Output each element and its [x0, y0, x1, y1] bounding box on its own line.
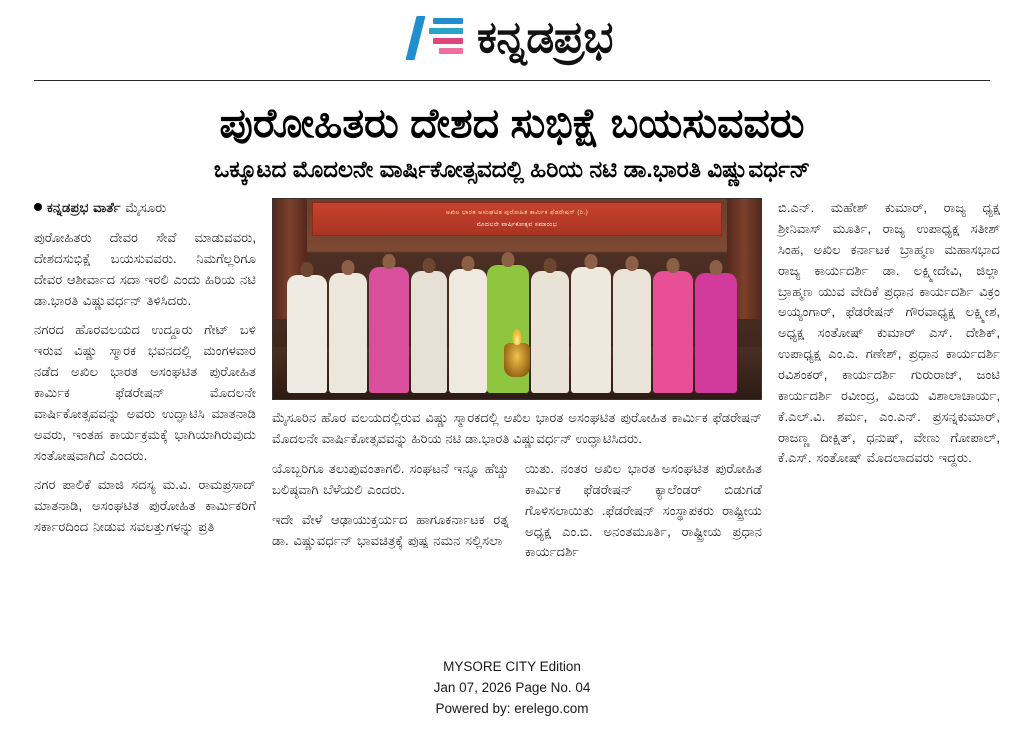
photo-caption: ಮೈಸೂರಿನ ಹೊರ ವಲಯದಲ್ಲಿರುವ ವಿಷ್ಣು ಸ್ಮಾರಕದಲ್ಲಿ ಅಖಿಲ ಭಾರತ ಅಸಂಘಟಿತ ಪುರೋಹಿತ ಕಾರ್ಮಿಕ ಫೆಡರೇಷನ್ ಮೊದಲನೇ ವಾರ್ಷಿಕೋತ್ಸವವನ್ನು ಹಿರಿಯ ನಟಿ ಡಾ.ಭಾರತಿ ವಿಷ್ಣುವರ್ಧನ್ ಉದ್ಘಾಟಿಸಿದರು. — [272, 410, 762, 446]
paragraph: ಬಿ.ಎನ್. ಮಹೇಶ್ ಕುಮಾರ್, ರಾಜ್ಯ ಧ್ಯಕ್ಷ ಶ್ರೀನಿವಾಸ್ ಮೂರ್ತಿ, ರಾಜ್ಯ ಉಪಾಧ್ಯಕ್ಷ ಸತೀಶ್ ಸಿಂಹ, ಅಖಿಲ ಕರ್ನಾಟಕ ಬ್ರಾಹ್ಮಣ ಮಹಾಸಭಾದ ರಾಜ್ಯ ಕಾರ್ಯದರ್ಶಿ ಡಾ. ಲಕ್ಷ್ಮೀದೇವಿ, ಜಿಲ್ಲಾ ಬ್ರಾಹ್ಮಣ ಯುವ ವೇದಿಕೆ ಪ್ರಧಾನ ಕಾರ್ಯದರ್ಶಿ ವಿಕ್ರಂ ಅಯ್ಯಂಗಾರ್, ಫೆಡರೇಷನ್ ಗೌರವಾಧ್ಯಕ್ಷ ಲಕ್ಷ್ಮೀಶ, ಅಧ್ಯಕ್ಷ ಸಂತೋಷ್ ಕುಮಾರ್ ಎಸ್. ದೇಶಿಕ್, ಉಪಾಧ್ಯಕ್ಷ ಎಂ.ಎ. ಗಣೇಶ್, ಪ್ರಧಾನ ಕಾರ್ಯದರ್ಶಿ ರವಿಶಂಕರ್, ಕಾರ್ಯದರ್ಶಿ ಗುರುರಾಜ್, ಜಂಟಿ ಕಾರ್ಯದರ್ಶಿ ರವೀಂದ್ರ, ವಿಜಯ ವಿಶಾಲಾಚಾರ್ಯ, ಕೆ.ಎಲ್.ವಿ. ಶರ್ಮ, ಎಂ.ಎನ್. ಪ್ರಸನ್ನಕುಮಾರ್, ರಾಜಣ್ಣ ದೀಕ್ಷಿತ್, ಧನುಷ್, ವೇಣು ಗೋಪಾಲ್, ಕೆ.ಎಸ್. ಸಂತೋಷ್ ಮೊದಲಾದವರು ಇದ್ದರು. — [778, 200, 1000, 466]
masthead-divider — [34, 80, 990, 81]
banner-line-2: ಮೊದಲನೇ ವಾರ್ಷಿಕೋತ್ಸವ ಸಮಾರಂಭ — [476, 222, 558, 229]
lamp-flame-icon — [513, 329, 522, 345]
edition-label: MYSORE CITY Edition — [443, 659, 581, 675]
bullet-icon — [34, 203, 42, 211]
person — [449, 269, 487, 393]
page-title: ಪುರೋಹಿತರು ದೇಶದ ಸುಭಿಕ್ಷೆ ಬಯಸುವವರು — [219, 100, 805, 146]
person — [695, 273, 737, 393]
column-middle-left — [272, 459, 509, 572]
photo-wrap — [272, 198, 762, 449]
paragraph: ನಗರ ಪಾಲಿಕೆ ಮಾಜಿ ಸದಸ್ಯ ಮ.ವಿ. ರಾಮಪ್ರಸಾದ್ ಮಾತನಾಡಿ, ಅಸಂಘಟಿತ ಪುರೋಹಿತ ಕಾರ್ಮಿಕರಿಗೆ ಸರ್ಕಾರದಿಂದ ನೀಡುವ ಸವಲತ್ತುಗಳನ್ನು ಪ್ರತಿ — [34, 477, 256, 535]
person — [653, 271, 693, 393]
kp-logo-icon — [411, 14, 463, 62]
page-subtitle: ಒಕ್ಕೂಟದ ಮೊದಲನೇ ವಾರ್ಷಿಕೋತ್ಸವದಲ್ಲಿ ಹಿರಿಯ ನಟಿ ಡಾ.ಭಾರತಿ ವಿಷ್ಣುವರ್ಧನ್ — [213, 156, 811, 183]
person — [369, 267, 409, 393]
date-page-label: Jan 07, 2026 Page No. 04 — [433, 680, 591, 696]
inauguration-photo — [272, 198, 762, 400]
masthead — [34, 0, 990, 76]
column-middle-right — [525, 459, 762, 572]
paragraph: ಯಿತು. ನಂತರ ಅಖಿಲ ಭಾರತ ಅಸಂಘಟಿತ ಪುರೋಹಿತ ಕಾರ್ಮಿಕ ಫೆಡರೇಷನ್ ಕ್ಯಾಲೆಂಡರ್ ಬಿಡುಗಡೆ ಗೊಳಿಸಲಾಯಿತು .ಫೆಡರೇಷನ್ ಸಂಸ್ಥಾಪಕರು ರಾಷ್ಟ್ರೀಯ ಅಧ್ಯಕ್ಷ ಎಂ.ಬಿ. ಅನಂತಮೂರ್ತಿ, ರಾಷ್ಟ್ರೀಯ ಪ್ರಧಾನ ಕಾರ್ಯದರ್ಶಿ — [525, 461, 762, 560]
person — [613, 269, 651, 393]
byline-paragraph — [34, 198, 256, 219]
person — [287, 275, 327, 393]
middle-subcolumns — [272, 459, 762, 572]
article-body — [34, 198, 1000, 572]
person — [571, 267, 611, 393]
column-left — [34, 198, 256, 547]
person — [329, 273, 367, 393]
byline-place: ಮೈಸೂರು — [125, 200, 167, 216]
paragraph: ಯೊಬ್ಬರಿಗೂ ತಲುಪುವಂತಾಗಲಿ. ಸಂಘಟನೆ ಇನ್ನೂ ಹೆಚ್ಚು ಬಲಿಷ್ಠವಾಗಿ ಬೆಳೆಯಲಿ ಎಂದರು. — [272, 461, 509, 497]
column-right — [778, 198, 1000, 478]
powered-by-label: Powered by: erelego.com — [435, 701, 589, 717]
banner-line-1: ಅಖಿಲ ಭಾರತ ಅಸಂಘಟಿತ ಪುರೋಹಿತ ಕಾರ್ಮಿಕ ಫೆಡರೇಷನ್ (ರಿ.) — [445, 209, 589, 217]
ceremonial-lamp-icon — [504, 343, 530, 377]
byline-source: ಕನ್ನಡಪ್ರಭ ವಾರ್ತೆ — [47, 200, 121, 216]
paragraph: ನಗರದ ಹೊರವಲಯದ ಉದ್ದೂರು ಗೇಟ್ ಬಳಿ ಇರುವ ವಿಷ್ಣು ಸ್ಮಾರಕ ಭವನದಲ್ಲಿ ಮಂಗಳವಾರ ನಡೆದ ಅಖಿಲ ಭಾರತ ಅಸಂಘಟಿತ ಪುರೋಹಿತ ಕಾರ್ಮಿಕ ಫೆಡರೇಷನ್ ಮೊದಲನೇ ವಾರ್ಷಿಕೋತ್ಸವವನ್ನು ಅವರು ಉದ್ಘಾಟಿಸಿ ಮಾತನಾಡಿ ಅವರು, ಇಂತಹ ಕಾರ್ಯಕ್ರಮಕ್ಕೆ ಭಾಗಿಯಾಗಿರುವುದು ಸಂತೋಷವಾಗಿದೆ ಎಂದರು. — [34, 322, 256, 463]
stage-banner — [312, 202, 722, 236]
masthead-title: ಕನ್ನಡಪ್ರಭ — [477, 13, 613, 62]
column-middle — [272, 198, 762, 572]
person — [411, 271, 447, 393]
person — [531, 271, 569, 393]
footer — [0, 657, 1024, 720]
paragraph: ಪುರೋಹಿತರು ದೇವರ ಸೇವೆ ಮಾಡುವವರು, ದೇಶದಸುಭಿಕ್ಷೆ ಬಯಸುವವರು. ನಿಮಗೆಲ್ಲರಿಗೂ ದೇವರ ಆಶೀರ್ವಾದ ಸದಾ ಇರಲಿ ಎಂದು ಹಿರಿಯ ನಟಿ ಡಾ.ಭಾರತಿ ವಿಷ್ಣುವರ್ಧನ್ ತಿಳಿಸಿದರು. — [34, 229, 256, 308]
paragraph: ಇದೇ ವೇಳೆ ಆಢಾಯುಕ್ತರ್ಯದ ಹಾಗೂಕರ್ನಾಟಕ ರತ್ನ ಡಾ. ವಿಷ್ಣುವರ್ಧನ್ ಭಾವಚಿತ್ರಕ್ಕೆ ಪುಷ್ಪ ನಮನ ಸಲ್ಲಿಸಲಾ — [272, 511, 509, 548]
